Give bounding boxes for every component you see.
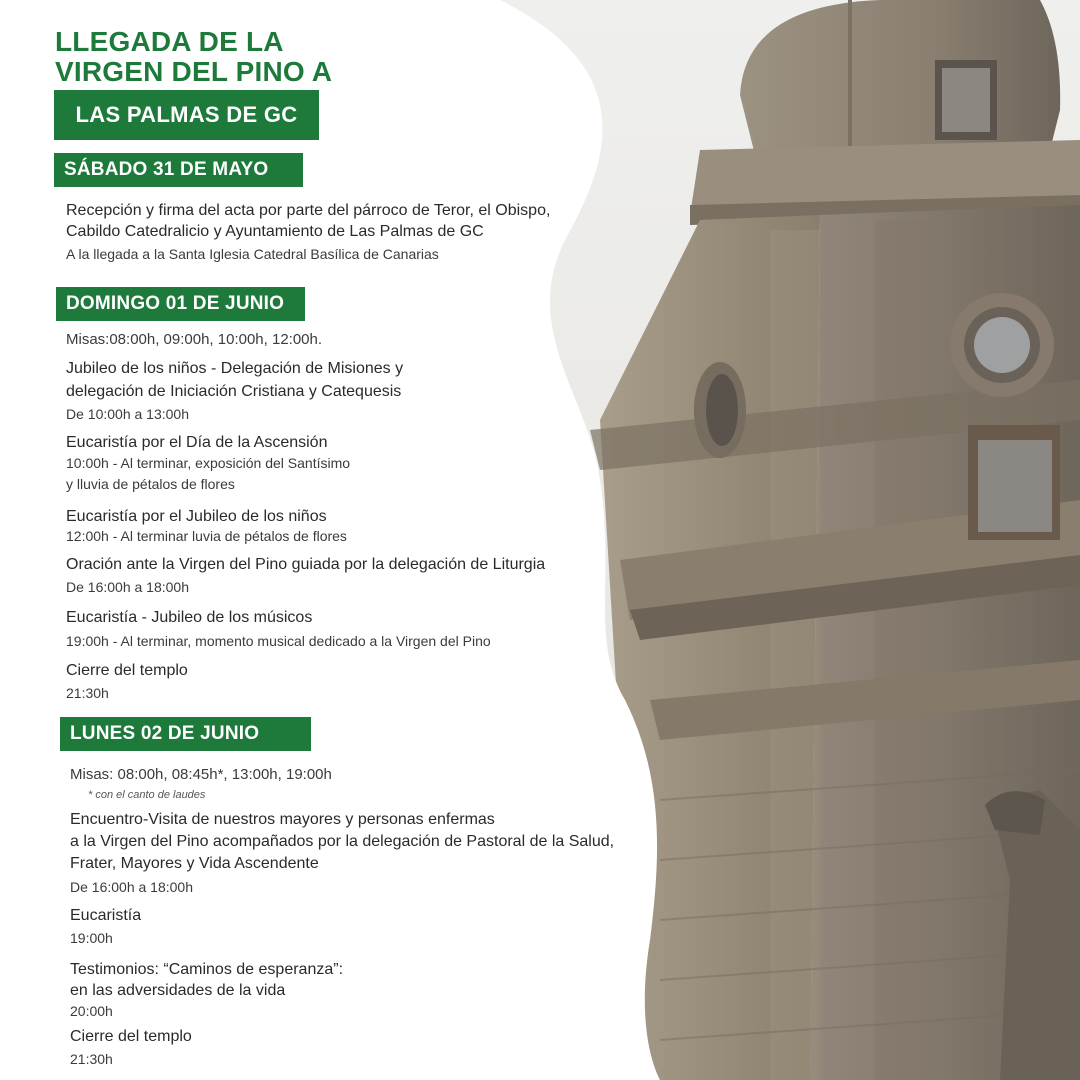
event-detail: 19:00h - Al terminar, momento musical dedicado a la Virgen del Pino	[66, 633, 491, 649]
event-detail: 21:30h	[70, 1051, 113, 1067]
event-title: Testimonios: “Caminos de esperanza”:	[70, 961, 344, 978]
event-detail: De 10:00h a 13:00h	[66, 406, 189, 422]
city-banner: LAS PALMAS DE GC	[54, 90, 319, 140]
event-title: Eucaristía - Jubileo de los músicos	[66, 609, 313, 626]
event-title: Eucaristía por el Día de la Ascensión	[66, 434, 328, 451]
event-detail: De 16:00h a 18:00h	[66, 579, 189, 595]
event-title: a la Virgen del Pino acompañados por la delegación de Pastoral de la Salud,	[70, 833, 615, 850]
event-title: Cierre del templo	[70, 1028, 192, 1045]
event-detail: A la llegada a la Santa Iglesia Catedral Basílica de Canarias	[66, 246, 439, 262]
day-heading-monday: LUNES 02 DE JUNIO	[60, 717, 311, 751]
masses-note: * con el canto de laudes	[88, 789, 206, 801]
event-title: delegación de Iniciación Cristiana y Catequesis	[66, 383, 402, 400]
event-title: Eucaristía por el Jubileo de los niños	[66, 508, 327, 525]
event-title: Eucaristía	[70, 907, 142, 924]
masses-times: Misas:08:00h, 09:00h, 10:00h, 12:00h.	[66, 331, 323, 348]
event-title: Encuentro-Visita de nuestros mayores y personas enfermas	[70, 811, 495, 828]
event-detail: y lluvia de pétalos de flores	[66, 476, 235, 492]
day-heading-saturday: SÁBADO 31 DE MAYO	[54, 153, 303, 187]
event-title: Cierre del templo	[66, 662, 188, 679]
event-title: Oración ante la Virgen del Pino guiada por la delegación de Liturgia	[66, 556, 546, 573]
masses-times: Misas: 08:00h, 08:45h*, 13:00h, 19:00h	[70, 766, 332, 783]
event-detail: 20:00h	[70, 1003, 113, 1019]
event-detail: 10:00h - Al terminar, exposición del Santísimo	[66, 455, 351, 471]
event-detail: 21:30h	[66, 685, 109, 701]
event-title: Jubileo de los niños - Delegación de Misiones y	[66, 360, 404, 377]
event-detail: 19:00h	[70, 930, 113, 946]
title-line-1: LLEGADA DE LA	[55, 26, 284, 57]
event-detail: De 16:00h a 18:00h	[70, 879, 193, 895]
title-line-2: VIRGEN DEL PINO A	[55, 56, 333, 87]
event-title: Recepción y firma del acta por parte del párroco de Teror, el Obispo,	[66, 202, 551, 219]
event-title: Frater, Mayores y Vida Ascendente	[70, 855, 319, 872]
event-title: Cabildo Catedralicio y Ayuntamiento de Las Palmas de GC	[66, 223, 484, 240]
day-heading-sunday: DOMINGO 01 DE JUNIO	[56, 287, 305, 321]
event-detail: 12:00h - Al terminar luvia de pétalos de flores	[66, 528, 347, 544]
event-title: en las adversidades de la vida	[70, 982, 286, 999]
